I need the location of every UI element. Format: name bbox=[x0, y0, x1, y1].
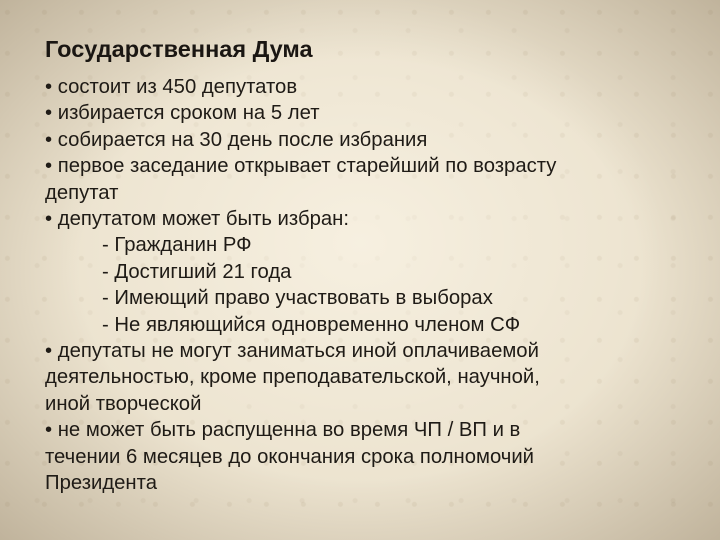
bullet-restrictions-cont-1: деятельностью, кроме преподавательской, научной, bbox=[45, 366, 540, 389]
bullet-eligibility: • депутатом может быть избран: bbox=[45, 208, 349, 231]
bullet-first-session: • первое заседание открывает старейший по возрасту bbox=[45, 155, 557, 178]
bullet-deputy-count: • состоит из 450 депутатов bbox=[45, 76, 298, 98]
bullet-dissolution: • не может быть распущенна во время ЧП / ВП и в bbox=[45, 419, 521, 442]
bullet-first-session-cont: депутат bbox=[45, 181, 119, 204]
bullet-dissolution-cont-2: Президента bbox=[45, 472, 157, 495]
slide-title: Государственная Дума bbox=[45, 36, 313, 62]
eligibility-voting-right: - Имеющий право участвовать в выборах bbox=[102, 287, 493, 310]
bullet-restrictions-cont-2: иной творческой bbox=[45, 392, 202, 415]
slide-content bbox=[45, 30, 695, 497]
eligibility-citizen: - Гражданин РФ bbox=[102, 234, 252, 257]
eligibility-not-council-member: - Не являющийся одновременно членом СФ bbox=[102, 313, 521, 336]
eligibility-age: - Достигший 21 года bbox=[102, 260, 292, 283]
bullet-restrictions: • депутаты не могут заниматься иной оплачиваемой bbox=[45, 340, 539, 363]
bullet-first-convening: • собирается на 30 день после избрания bbox=[45, 128, 428, 151]
bullet-dissolution-cont-1: течении 6 месяцев до окончания срока полномочий bbox=[45, 445, 535, 468]
bullet-term-length: • избирается сроком на 5 лет bbox=[45, 102, 320, 125]
